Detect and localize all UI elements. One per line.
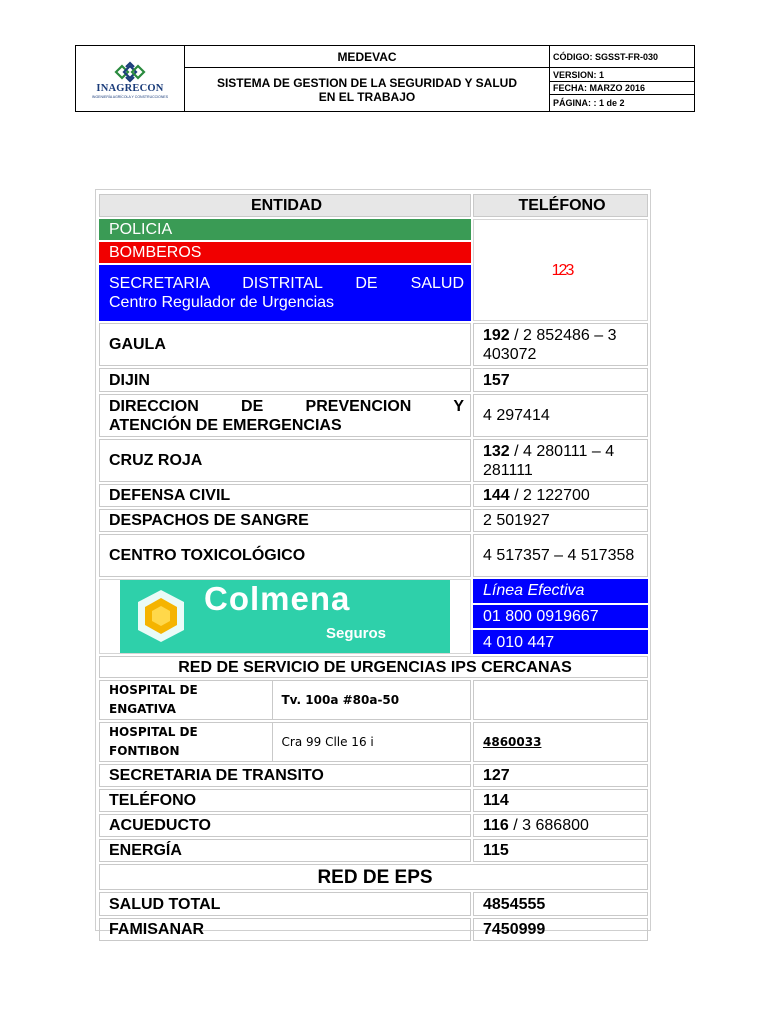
table-row <box>99 722 648 762</box>
direccion-line1: DIRECCION DE PREVENCION Y <box>109 397 464 415</box>
logo-subtitle: INGENIERÍA AGRÍCOLA Y CONSTRUCCIONES <box>91 94 169 99</box>
table-row <box>99 219 648 240</box>
doc-subtitle-line1: SISTEMA DE GESTION DE LA SEGURIDAD Y SALUD <box>216 75 518 90</box>
entity-gaula: GAULA <box>99 323 471 366</box>
entity-policia: POLICIA <box>99 219 471 240</box>
table-row <box>99 864 648 890</box>
phone-cruz-roja <box>473 439 648 482</box>
colmena-logo-cell <box>99 579 471 654</box>
eps-section-header: RED DE EPS <box>99 864 648 890</box>
table-row <box>99 839 648 862</box>
phone-direccion: 4 297414 <box>473 394 648 437</box>
phone-gaula <box>473 323 648 366</box>
col-entity-header: ENTIDAD <box>99 194 471 217</box>
document-header <box>75 45 695 112</box>
table-row <box>99 579 648 603</box>
phone-despachos-sangre: 2 501927 <box>473 509 648 532</box>
entity-defensa-civil: DEFENSA CIVIL <box>99 484 471 507</box>
phone-gaula-main: 192 <box>483 326 510 344</box>
table-row <box>99 656 648 678</box>
eps-name: SALUD TOTAL <box>99 892 471 916</box>
eps-phone: 4854555 <box>473 892 648 916</box>
ips-name: HOSPITAL DE FONTIBON <box>100 723 272 761</box>
colmena-logo <box>120 580 450 653</box>
phone-cruz-roja-main: 132 <box>483 442 510 460</box>
phone-secretaria-transito: 127 <box>473 764 648 787</box>
phone-acueducto <box>473 814 648 837</box>
table-row <box>99 918 648 941</box>
colmena-logo-word: Colmena <box>204 580 351 617</box>
table-row <box>99 534 648 577</box>
entity-telefono: TELÉFONO <box>99 789 471 812</box>
table-row <box>99 439 648 482</box>
colmena-phone-2: 4 010 447 <box>473 630 648 654</box>
doc-subtitle-line2: EN EL TRABAJO <box>318 89 416 104</box>
phone-dijin: 157 <box>473 368 648 392</box>
colmena-hexagon-icon <box>126 580 196 653</box>
ips-name: HOSPITAL DE ENGATIVA <box>100 681 272 719</box>
phone-centro-toxicologico: 4 517357 – 4 517358 <box>473 534 648 577</box>
doc-subtitle <box>185 68 550 112</box>
phone-defensa-civil-main: 144 <box>483 487 510 504</box>
ips-row-engativa <box>99 680 471 720</box>
table-header-row <box>99 194 648 217</box>
phone-acueducto-rest: / 3 686800 <box>508 817 589 834</box>
doc-page: PÁGINA: : 1 de 2 <box>553 98 625 108</box>
colmena-logo-sub: Seguros <box>326 625 387 642</box>
col-phone-header: TELÉFONO <box>473 194 648 217</box>
ips-section-header: RED DE SERVICIO DE URGENCIAS IPS CERCANAS <box>99 656 648 678</box>
phone-gaula-rest: / 2 852486 – 3 403072 <box>483 326 617 363</box>
colmena-phone-1: 01 800 0919667 <box>473 605 648 629</box>
company-logo <box>76 46 185 112</box>
entity-secretaria-salud <box>99 265 471 321</box>
eps-name: FAMISANAR <box>99 918 471 941</box>
secretaria-salud-line1: SECRETARIA DISTRITAL DE SALUD <box>109 275 464 292</box>
ips-phone <box>473 680 648 720</box>
doc-meta-bottom <box>550 82 695 112</box>
direccion-line2: ATENCIÓN DE EMERGENCIAS <box>109 416 342 434</box>
eps-phone: 7450999 <box>473 918 648 941</box>
doc-date: FECHA: MARZO 2016 <box>550 82 694 95</box>
phone-defensa-civil-rest: / 2 122700 <box>509 487 590 504</box>
emergency-contacts-table <box>97 192 650 943</box>
ips-inner-table <box>100 681 470 719</box>
emergency-number-123: 123 <box>473 219 648 321</box>
table-row <box>99 764 648 787</box>
table-row <box>99 680 648 720</box>
phone-defensa-civil <box>473 484 648 507</box>
ips-inner-table <box>100 723 470 761</box>
table-row <box>99 892 648 916</box>
entity-bomberos: BOMBEROS <box>99 242 471 263</box>
doc-code: CÓDIGO: SGSST-FR-030 <box>550 46 695 68</box>
entity-direccion <box>99 394 471 437</box>
logo-name: INAGRECON <box>96 82 164 94</box>
phone-telefono: 114 <box>473 789 648 812</box>
ips-phone-fontibon: 4860033 <box>483 734 542 749</box>
entity-despachos-sangre: DESPACHOS DE SANGRE <box>99 509 471 532</box>
phone-acueducto-main: 116 <box>483 817 509 834</box>
inagrecon-logo-icon <box>112 61 148 83</box>
entity-secretaria-transito: SECRETARIA DE TRANSITO <box>99 764 471 787</box>
entity-dijin: DIJIN <box>99 368 471 392</box>
ips-row-fontibon <box>99 722 471 762</box>
table-row <box>99 323 648 366</box>
table-row <box>99 394 648 437</box>
entity-energia: ENERGÍA <box>99 839 471 862</box>
doc-version: VERSION: 1 <box>550 68 695 82</box>
entity-centro-toxicologico: CENTRO TOXICOLÓGICO <box>99 534 471 577</box>
ips-address: Cra 99 Clle 16 i <box>281 734 374 749</box>
table-row <box>99 509 648 532</box>
table-row <box>99 789 648 812</box>
colmena-linea-efectiva: Línea Efectiva <box>473 579 648 603</box>
phone-energia: 115 <box>473 839 648 862</box>
ips-address: Tv. 100a #80a-50 <box>281 692 400 707</box>
entity-acueducto: ACUEDUCTO <box>99 814 471 837</box>
table-row <box>99 814 648 837</box>
secretaria-salud-line2: Centro Regulador de Urgencias <box>109 294 335 311</box>
doc-title: MEDEVAC <box>185 46 550 68</box>
table-row <box>99 368 648 392</box>
table-row <box>99 484 648 507</box>
phone-cruz-roja-rest: / 4 280111 – 4 281111 <box>483 442 615 479</box>
ips-phone <box>473 722 648 762</box>
entity-cruz-roja: CRUZ ROJA <box>99 439 471 482</box>
